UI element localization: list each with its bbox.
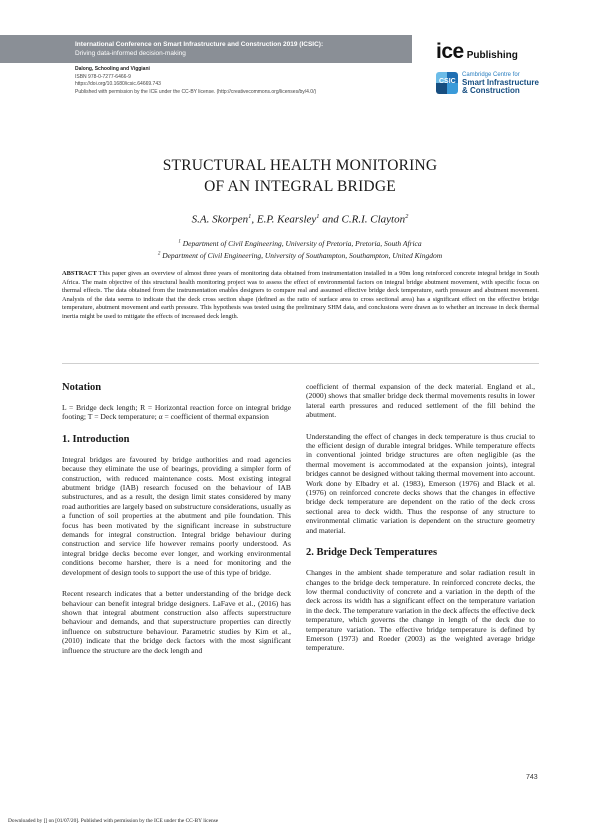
ice-logo-text: ice xyxy=(436,40,464,63)
download-footer: Downloaded by [] on [01/07/20]. Published with permission by the ICE under the CC-BY license xyxy=(8,818,219,824)
affiliation-1-marker: 1 xyxy=(178,239,181,245)
author-1: S.A. Skorpen xyxy=(191,213,249,226)
csic-line2: Smart Infrastructure xyxy=(462,78,539,87)
introduction-paragraph-4: Understanding the effect of changes in deck temperature is thus crucial to the efficient design of durable integral bridges. While temperature effects in conventional jointed bridge structures are often negligible (as the thermal movement is accommodated at the expansion joints), integral bridges cannot be designed without taking thermal movement into account. Work done by Elbadry et al. (1983), Emerson (1976) and Black et al. (1976) on reinforced concrete decks shows that the changes in effective bridge deck temperature are dependent on the ratio of the deck cross sectional area to deck width. Thus the response of any structure to environmental climatic variation is dependent on the structure geometry and material. xyxy=(306,431,535,535)
paper-title-line2: OF AN INTEGRAL BRIDGE xyxy=(204,178,396,195)
doi-link[interactable]: https://doi.org/10.1680/icsic.64669.743 xyxy=(75,81,161,88)
conference-title: International Conference on Smart Infrastructure and Construction 2019 (ICSIC): xyxy=(75,41,324,48)
notation-heading: Notation xyxy=(62,382,102,393)
conference-subtitle: Driving data-informed decision-making xyxy=(75,50,186,57)
csic-logo-text xyxy=(462,71,539,95)
csic-mark-text: CSIC xyxy=(439,78,456,85)
abstract xyxy=(62,270,539,321)
isbn: ISBN 978-0-7277-6466-9 xyxy=(75,73,131,80)
author-list xyxy=(0,213,600,226)
paper-title-line1: STRUCTURAL HEALTH MONITORING xyxy=(162,157,438,174)
author-3: and C.R.I. Clayton xyxy=(319,213,406,226)
abstract-text: This paper gives an overview of almost three years of monitoring data obtained from instrumentation installed in a 90m long reinforced concrete integral bridge in South Africa. The main objective of this structural health monitoring project was to assess the effect of environmental factors on integral bridge abutment movement, with specific focus on thermal effects. The data obtained from the instrumentation enables designers to compare real and assumed effective bridge deck temperature, earth pressure and abutment movement. Analysis of the data seems to indicate that the deck cross section shape (defined as the ratio of surface area to cross sectional area) has a significant effect on the effective bridge temperature, abutment movement and earth pressure. This hypothesis was tested using the preliminary SHM data, and conclusions were drawn as to whether an increase in deck thermal inertia might be used to mitigate the effects of increased deck length. xyxy=(62,270,539,320)
csic-logo xyxy=(436,71,560,95)
introduction-paragraph-2: Recent research indicates that a better understanding of the bridge deck behaviour can benefit integral bridge designers. LaFave et al., (2016) has shown that integral abutment construction also affects superstructure behaviour and demands, and that superstructure properties can directly influence on substructure behaviour. Parametric studies by Kim et al., (2010) indicate that the bridge deck factors with the most significant influence the structure are the deck length and xyxy=(62,589,291,655)
introduction-heading: 1. Introduction xyxy=(62,433,130,445)
editors: Dalong, Schooling and Viggiani xyxy=(75,66,150,72)
abstract-label: ABSTRACT xyxy=(62,270,97,277)
left-column xyxy=(62,382,291,663)
introduction-paragraph-3: coefficient of thermal expansion of the deck material. England et al., (2000) shows that smaller bridge deck thermal movements results in lower lateral earth pressures and reduced settlement of the fill behind the abutment. xyxy=(306,382,535,420)
affiliation-2-marker: 2 xyxy=(157,251,161,257)
author-1-affil: 1 xyxy=(248,213,252,220)
author-2-affil: 1 xyxy=(316,213,320,220)
divider xyxy=(62,363,539,364)
page-number: 743 xyxy=(526,774,538,781)
affiliation-1-text: Department of Civil Engineering, University of Pretoria, Pretoria, South Africa xyxy=(180,239,422,248)
ice-publishing-text: Publishing xyxy=(466,50,518,61)
notation-text: L = Bridge deck length; R = Horizontal reaction force on integral bridge footing; T = Deck temperature; α = coefficient of thermal expansion xyxy=(62,403,291,422)
author-2: , E.P. Kearsley xyxy=(251,213,317,226)
bridge-deck-temperatures-paragraph: Changes in the ambient shade temperature and solar radiation result in changes to the bridge deck temperature. In reinforced concrete decks, the low thermal conductivity of concrete and a variation in the depth of the deck across its width has a significant effect on the temperature variation in the deck. The temperature variation in the deck affects the effective deck temperature, which governs the change in length of the deck due to temperature variation. The effective bridge temperature is defined by Emerson (1973) and Roeder (2003) as the weighted average bridge temperature. xyxy=(306,568,535,653)
affiliation-1 xyxy=(0,239,600,248)
conference-header-band xyxy=(0,35,412,63)
csic-mark-icon xyxy=(436,72,458,94)
introduction-paragraph-1: Integral bridges are favoured by bridge authorities and road agencies because they eliminate the use of bearings, providing a simpler form of construction, with reduced maintenance costs. Most existing integral abutment bridge (IAB) research focused on the behaviour of IAB substructures, and as a result, the design limit states considered by many road authorities are largely based on substructure considerations, usually as a function of soil properties at the abutment and pile foundation. This focus has been motivated by the significant increase in substructure demands for integral construction. Integral bridge behaviour during construction and service life however remains poorly understood. As integral bridge decks become ever longer, and working environmental conditions become harsher, there is a need for monitoring and the development of design tools to support the use of this type of bridge. xyxy=(62,454,291,577)
right-column xyxy=(306,382,535,661)
csic-line3: & Construction xyxy=(462,86,520,95)
affiliation-2 xyxy=(0,251,600,260)
license-note: Published with permission by the ICE under the CC-BY license. (http://creativecommons.org/licenses/by/4.0/) xyxy=(75,88,317,95)
bridge-deck-temperatures-heading: 2. Bridge Deck Temperatures xyxy=(306,547,438,559)
affiliation-2-text: Department of Civil Engineering, University of Southampton, Southampton, United Kingdom xyxy=(160,251,443,260)
csic-line1: Cambridge Centre for xyxy=(462,72,520,78)
publication-metadata xyxy=(75,66,316,96)
author-3-affil: 2 xyxy=(405,213,409,220)
ice-publishing-logo xyxy=(436,40,518,64)
